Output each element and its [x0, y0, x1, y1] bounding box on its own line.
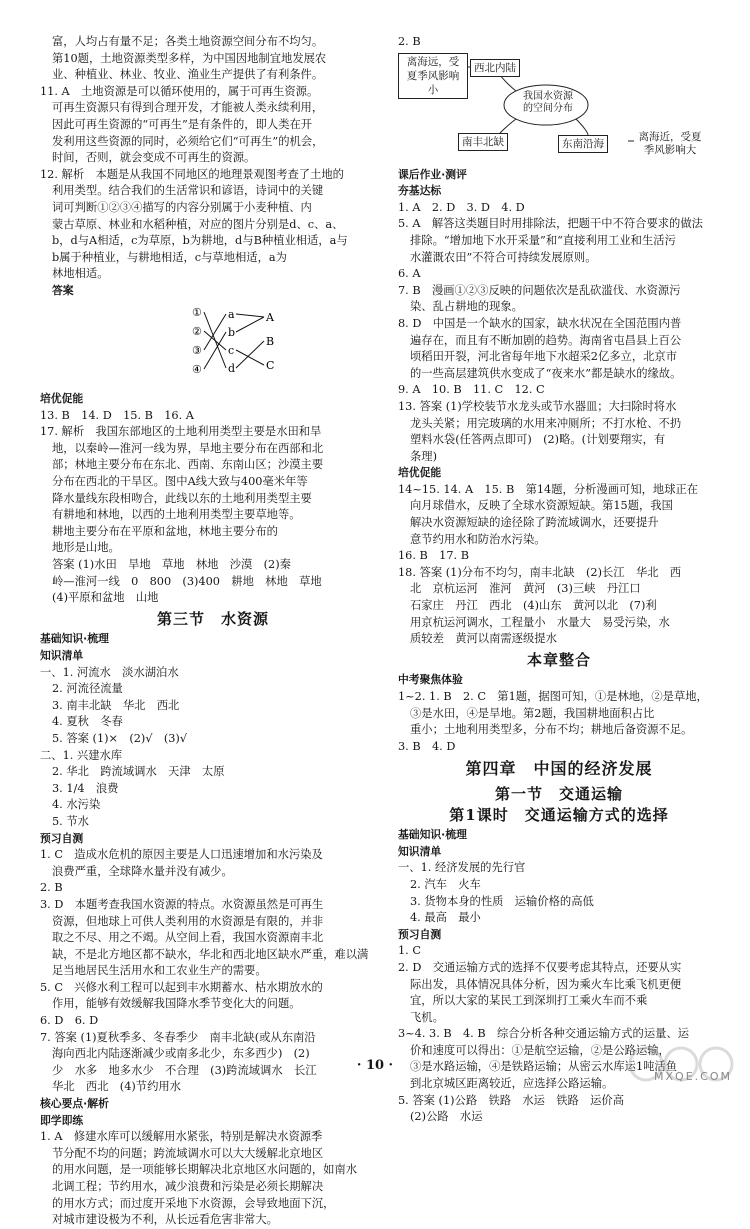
- text-line: 9. A 10. B 11. C 12. C: [398, 383, 545, 397]
- text-line: 龙头关紧；用完玻璃的水用来冲厕所；不打水枪、不扔: [410, 416, 682, 430]
- section-heading: 本章整合: [526, 650, 591, 669]
- text-line: 质较差 黄河以南需逐级提水: [410, 632, 557, 646]
- subsection-label: 课后作业·测评: [398, 167, 467, 181]
- text-line: 5. 答案 (1)× (2)√ (3)√: [52, 731, 188, 745]
- text-line: 林地相适。: [52, 267, 109, 281]
- text-line: 岭—淮河一线 0 800 (3)400 耕地 林地 草地: [52, 574, 322, 588]
- subsection-label: 预习自测: [40, 831, 84, 845]
- text-line: 宜，所以大家的某民工到深圳打工乘火车而不乘: [410, 994, 648, 1008]
- text-line: 海向西北内陆逐渐减少或南多北少，东多西少) (2): [52, 1047, 310, 1061]
- text-line: 1. C 造成水危机的原因主要是人口迅速增加和水污染及: [40, 848, 323, 862]
- text-line: 5. C 兴修水利工程可以起到丰水期蓄水、枯水期放水的: [40, 980, 323, 994]
- subsection-label: 培优促能: [398, 466, 442, 480]
- text-line: 6. A: [398, 267, 421, 281]
- text-line: 7. B 漫画①②③反映的问题依次是乱砍滥伐、水资源污: [398, 283, 681, 297]
- text-line: 17. 解析 我国东部地区的土地利用类型主要是水田和旱: [40, 425, 322, 439]
- watermark-text: MXQE.COM: [654, 1070, 732, 1084]
- subsection-label: 中考聚焦体验: [398, 673, 463, 687]
- text-line: 际出发，具体情况具体分析，因为乘火车比乘飞机更便: [410, 977, 682, 991]
- nw-note-box: 离海远，受夏季风影响小: [398, 53, 468, 99]
- match-line: [236, 317, 264, 332]
- text-line: 6. D 6. D: [40, 1014, 99, 1028]
- match-mid-label: c: [228, 343, 235, 357]
- text-line: 词可判断①②③④描写的内容分别属于小麦种植、内: [52, 200, 312, 214]
- text-line: 4. 水污染: [52, 798, 101, 812]
- subsection-label: 基础知识·梳理: [40, 632, 109, 646]
- text-line: 浪费严重，全球降水量并没有减少。: [52, 864, 233, 878]
- text-line: 2. D 交通运输方式的选择不仅要考虑其特点，还要从实: [398, 960, 682, 974]
- text-line: 北调工程；节约用水，减少浪费和污染是必须长期解决: [52, 1180, 324, 1193]
- text-line: 重小；土地利用类型多，分布不均；耕地后备资源不足。: [410, 723, 693, 737]
- subsection-label: 夯基达标: [398, 184, 442, 198]
- text-line: 13. B 14. D 15. B 16. A: [40, 408, 194, 422]
- text-line: b属于种植业，与耕地相适，c与草地相适，a为: [52, 250, 287, 264]
- text-line: 到北京城区距离较近，应选择公路运输。: [410, 1077, 614, 1091]
- section-heading: 第一节 交通运输: [494, 784, 623, 803]
- match-line: [204, 331, 226, 350]
- text-line: 3. 货物本身的性质 运输价格的高低: [410, 894, 594, 908]
- text-line: 14~15. 14. A 15. B 第14题，分析漫画可知，地球正在: [398, 482, 699, 496]
- text-line: 塑料水袋(任答两点即可) (2)略。(计划要翔实，有: [410, 433, 666, 447]
- text-line: 条理): [410, 449, 438, 463]
- text-line: 2. 华北 跨流域调水 天津 太原: [52, 765, 225, 779]
- text-line: 缺，不是北方地区都不缺水，华北和西北地区缺水严重，难以满: [52, 947, 369, 961]
- connector-sn: [500, 119, 516, 133]
- text-line: 的一些高层建筑供水变成了“夜来水”都是缺水的缘故。: [410, 366, 682, 380]
- text-line: 3. 南丰北缺 华北 西北: [52, 698, 180, 712]
- text-line: 时间，否则，就会变成不可再生的资源。: [52, 151, 256, 165]
- match-mid-label: b: [228, 325, 236, 339]
- text-line: 二、1. 兴建水库: [40, 748, 123, 762]
- connector-se: [576, 119, 588, 135]
- text-line: 排除。“增加地下水开采量”和“直接利用工业和生活污: [410, 233, 676, 247]
- text-line: 解决水资源短缺的途径除了跨流域调水，还要提升: [410, 516, 659, 530]
- text-line: 蒙古草原、林业和水稻种植，对应的图片分别是d、c、a、: [52, 217, 344, 231]
- text-line: 的用水问题，是一项能够长期解决北京地区水问题的，如南水: [52, 1163, 358, 1177]
- water-distribution-diagram: [398, 53, 720, 163]
- left-column: [40, 34, 386, 1229]
- text-line: (4)平原和盆地 山地: [52, 591, 159, 605]
- text-line: 取之不尽、用之不竭。从空间上看，我国水资源南丰北: [52, 931, 324, 945]
- match-left-label: ①: [192, 305, 202, 319]
- match-right-label: C: [266, 358, 275, 372]
- text-line: 4. 夏秋 冬春: [52, 715, 123, 729]
- match-line: [236, 314, 264, 317]
- text-line: 11. A 土地资源是可以循环使用的，属于可再生资源。: [40, 84, 319, 98]
- text-line: 水灌溉农田”不符合可持续发展原则。: [410, 250, 597, 264]
- text-line: 3~4. 3. B 4. B 综合分析各种交通运输方式的运量、运: [398, 1027, 690, 1041]
- text-line: 12. 解析 本题是从我国不同地区的地理景观图考查了土地的: [40, 167, 344, 181]
- text-line: 业、种植业、林业、牧业、渔业生产提供了有利条件。: [52, 68, 324, 82]
- text-line: 2. B: [398, 35, 421, 48]
- text-line: 染、乱占耕地的现象。: [410, 300, 523, 314]
- text-line: 地，以秦岭—淮河一线为界，旱地主要分布在西部和北: [52, 441, 324, 455]
- text-line: 用京杭运河调水，工程量小 水量大 易受污染，水: [410, 615, 670, 629]
- center-label: 我国水资源的空间分布: [523, 90, 573, 114]
- text-line: 18. 答案 (1)分布不均匀，南丰北缺 (2)长江 华北 西: [398, 565, 682, 579]
- text-line: 华北 西北 (4)节约用水: [52, 1080, 181, 1094]
- section-heading: 第四章 中国的经济发展: [465, 759, 653, 779]
- text-line: 飞机。: [410, 1010, 444, 1024]
- text-line: 答案 (1)水田 旱地 草地 林地 沙漠 (2)秦: [52, 558, 291, 572]
- text-line: 2. 汽车 火车: [410, 877, 481, 891]
- text-line: 2. B: [40, 881, 63, 895]
- text-line: 耕地主要分布在平原和盆地，林地主要分布的: [52, 524, 278, 538]
- page-number: · 10 ·: [356, 1058, 394, 1073]
- text-line: 意节约用水和防治水污染。: [410, 532, 546, 546]
- text-line: 顷稻田开裂，河北省每年地下水超采2亿多立，北京市: [410, 350, 678, 364]
- match-line: [236, 341, 264, 368]
- subsection-label: 预习自测: [398, 927, 442, 941]
- subsection-label: 即学即练: [40, 1113, 84, 1127]
- text-line: 资源，但地球上可供人类利用的水资源是有限的，并非: [52, 914, 324, 928]
- text-line: 分布在西北的干旱区。图中A线大致与400毫米年等: [52, 475, 308, 489]
- text-line: 富，人均占有量不足；各类土地资源空间分布不均匀。: [52, 35, 324, 48]
- text-line: ③是水田，④是旱地。第2题，我国耕地面积占比: [410, 706, 655, 720]
- text-line: 可再生资源只有得到合理开发，才能被人类永续利用，: [52, 101, 324, 115]
- matching-diagram-svg: [190, 302, 280, 382]
- text-line: 发利用这些资源的同时，必须给它们“可再生”的机会，: [52, 134, 324, 148]
- subsection-label: 知识清单: [40, 649, 84, 662]
- text-line: 16. B 17. B: [398, 549, 470, 563]
- subsection-label: 核心要点·解析: [40, 1097, 109, 1111]
- section-heading: 第1课时 交通运输方式的选择: [449, 805, 669, 824]
- text-line: 足当地居民生活用水和工农业生产的需要。: [52, 964, 267, 978]
- text-line: 对城市建设极为不利，从长远看危害非常大。: [52, 1213, 278, 1227]
- text-line: 节分配不均的问题；跨流域调水可以大大缓解北京地区: [52, 1146, 324, 1160]
- text-line: 1~2. 1. B 2. C 第1题，据图可知，①是林地，②是草地，: [398, 690, 708, 703]
- text-line: 13. 答案 (1)学校装节水龙头或节水器皿；大扫除时将水: [398, 399, 677, 413]
- subsection-label: 知识清单: [398, 844, 442, 858]
- text-line: 3. 1/4 浪费: [52, 781, 119, 795]
- text-line: 北 京杭运河 淮河 黄河 (3)三峡 丹江口: [410, 582, 641, 596]
- text-line: ③是水路运输，④是铁路运输；从密云水库运1吨活鱼: [410, 1060, 678, 1074]
- match-left-label: ③: [192, 343, 202, 357]
- text-line: 8. D 中国是一个缺水的国家，缺水状况在全国范围内普: [398, 316, 682, 330]
- text-line: 作用，能够有效缓解我国降水季节变化大的问题。: [52, 997, 301, 1011]
- text-line: 5. 答案 (1)公路 铁路 水运 铁路 运价高: [398, 1093, 625, 1107]
- text-line: 石家庄 丹江 西北 (4)山东 黄河以北 (7)利: [410, 599, 657, 613]
- text-line: 3. D 本题考查我国水资源的特点。水资源虽然是可再生: [40, 897, 324, 911]
- text-line: 因此可再生资源的“可再生”是有条件的，即人类在开: [52, 117, 313, 131]
- subsection-label: 答案: [52, 283, 74, 297]
- match-left-label: ④: [192, 362, 202, 376]
- text-line: 5. A 解答这类题目时用排除法，把题干中不符合要求的做法: [398, 217, 703, 231]
- text-line: 利用类型。结合我们的生活常识和谚语，诗词中的关键: [52, 184, 324, 198]
- text-line: 1. A 修建水库可以缓解用水紧张，特别是解决水资源季: [40, 1130, 323, 1144]
- subsection-label: 培优促能: [40, 392, 84, 406]
- text-line: 有耕地和林地，以西的土地利用类型主要草地等。: [52, 508, 301, 522]
- text-line: 一、1. 河流水 淡水湖泊水: [40, 665, 179, 679]
- text-line: 7. 答案 (1)夏秋季多、冬春季少 南丰北缺(或从东南沿: [40, 1030, 316, 1044]
- se-box: 东南沿海: [558, 135, 608, 153]
- text-line: 的用水方式；而过度开采地下水资源，会导致地面下沉，: [52, 1196, 335, 1210]
- text-line: b，d与A相适，c为草原，b为耕地，d与B种植业相适，a与: [52, 234, 348, 248]
- text-line: 地形是山地。: [52, 541, 120, 555]
- match-mid-label: a: [228, 307, 235, 321]
- text-line: 2. 河流径流量: [52, 682, 123, 696]
- match-line: [204, 332, 226, 369]
- match-left-label: ②: [192, 324, 202, 338]
- text-line: 部；林地主要分布在东北、西南、东南山区；沙漠主要: [52, 458, 324, 472]
- section-heading: 第三节 水资源: [156, 609, 269, 628]
- text-line: 少 水多 地多水少 不合理 (3)跨流域调水 长江: [52, 1063, 317, 1077]
- text-line: 1. C: [398, 944, 422, 958]
- text-line: 5. 节水: [52, 814, 89, 828]
- match-line: [236, 350, 264, 365]
- nw-box: 西北内陆: [470, 59, 520, 77]
- text-line: 降水量线东段相吻合，此线以东的土地利用类型主要: [52, 491, 312, 505]
- text-line: 第10题，土地资源类型多样，为中国因地制宜地发展农: [52, 51, 327, 65]
- text-line: 3. B 4. D: [398, 739, 456, 753]
- text-line: 一、1. 经济发展的先行官: [398, 861, 526, 875]
- land-use-matching-diagram: [190, 302, 386, 388]
- text-line: 向月球借水，反映了全球水资源短缺。第15题，我国: [410, 499, 673, 513]
- subsection-label: 基础知识·梳理: [398, 828, 467, 842]
- match-right-label: B: [266, 334, 275, 348]
- text-line: 价和速度可以得出：①是航空运输，②是公路运输，: [410, 1043, 670, 1057]
- right-column: [398, 34, 720, 1126]
- sn-box: 南丰北缺: [458, 133, 508, 151]
- text-line: (2)公路 水运: [410, 1110, 483, 1124]
- text-line: 1. A 2. D 3. D 4. D: [398, 200, 525, 214]
- text-line: 遍存在，而且有不断加剧的趋势。海南省屯昌县上百公: [410, 333, 682, 347]
- match-right-label: A: [266, 310, 274, 324]
- text-line: 4. 最高 最小: [410, 911, 481, 925]
- match-mid-label: d: [228, 361, 236, 375]
- se-note: 离海近，受夏季风影响大: [638, 130, 702, 156]
